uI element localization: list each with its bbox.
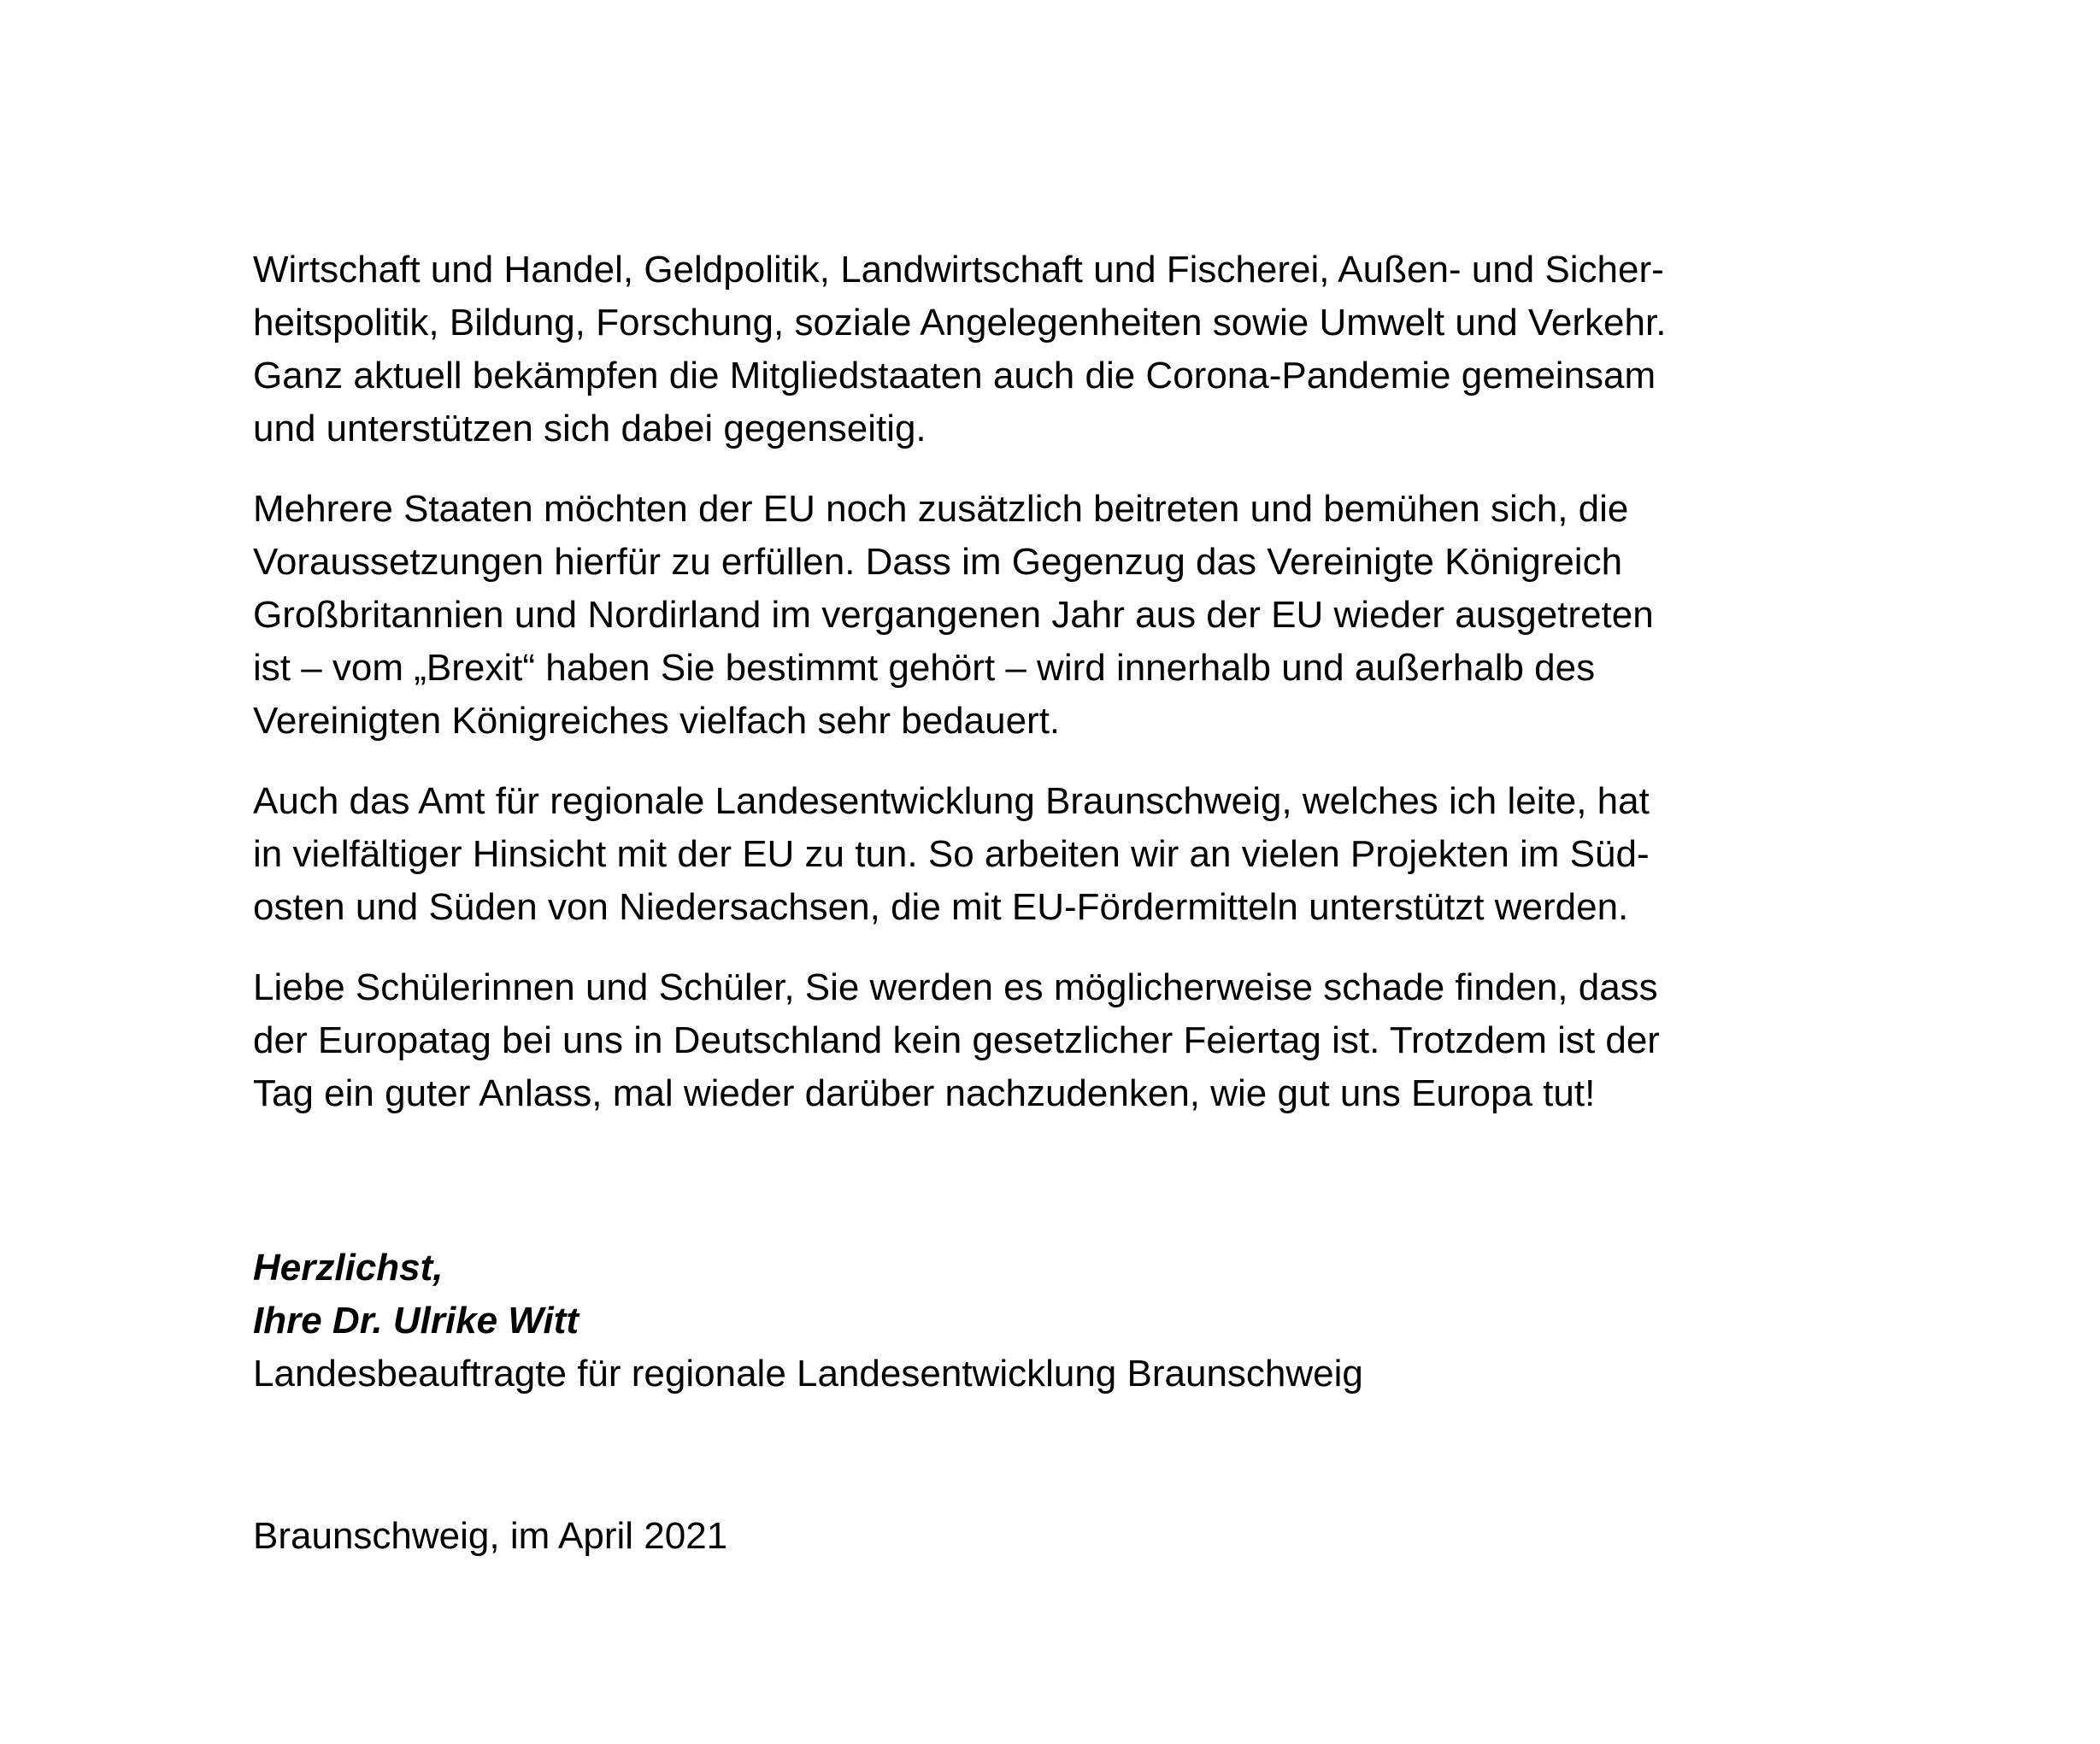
text-line: Mehrere Staaten möchten der EU noch zusätzlich beitreten und bemühen sich, die — [253, 488, 1629, 530]
letter-closing — [253, 1242, 1363, 1400]
paragraph-policy-areas — [253, 244, 1877, 455]
paragraph-office — [253, 775, 1877, 934]
text-line: ist – vom „Brexit“ haben Sie bestimmt gehört – wird innerhalb und außerhalb des — [253, 647, 1596, 689]
text-line: Ganz aktuell bekämpfen die Mitgliedstaaten auch die Corona-Pandemie gemeinsam — [253, 355, 1656, 396]
text-line: in vielfältiger Hinsicht mit der EU zu tun. So arbeiten wir an vielen Projekten im Süd- — [253, 833, 1650, 875]
paragraph-brexit — [253, 483, 1877, 748]
text-line: osten und Süden von Niedersachsen, die mit EU-Fördermitteln unterstützt werden. — [253, 886, 1629, 928]
place-date: Braunschweig, im April 2021 — [253, 1515, 728, 1557]
closing-greeting: Herzlichst, — [253, 1247, 444, 1289]
signer-name: Ihre Dr. Ulrike Witt — [253, 1300, 579, 1342]
text-line: und unterstützen sich dabei gegenseitig. — [253, 408, 926, 449]
text-line: heitspolitik, Bildung, Forschung, soziale Angelegenheiten sowie Umwelt und Verkehr. — [253, 302, 1667, 344]
text-line: Liebe Schülerinnen und Schüler, Sie werden es möglicherweise schade finden, dass — [253, 966, 1658, 1008]
letter-body — [253, 244, 1877, 1148]
text-line: Tag ein guter Anlass, mal wieder darüber nachzudenken, wie gut uns Europa tut! — [253, 1072, 1596, 1114]
text-line: Großbritannien und Nordirland im vergangenen Jahr aus der EU wieder ausgetreten — [253, 594, 1654, 636]
paragraph-europe-day — [253, 961, 1877, 1120]
text-line: Voraussetzungen hierfür zu erfüllen. Dass im Gegenzug das Vereinigte Königreich — [253, 541, 1623, 583]
text-line: Auch das Amt für regionale Landesentwicklung Braunschweig, welches ich leite, hat — [253, 780, 1650, 822]
text-line: der Europatag bei uns in Deutschland kein gesetzlicher Feiertag ist. Trotzdem ist der — [253, 1019, 1660, 1061]
signer-role: Landesbeauftragte für regionale Landesentwicklung Braunschweig — [253, 1353, 1363, 1395]
text-line: Vereinigten Königreiches vielfach sehr bedauert. — [253, 700, 1061, 742]
text-line: Wirtschaft und Handel, Geldpolitik, Landwirtschaft und Fischerei, Außen- und Sicher- — [253, 249, 1664, 291]
